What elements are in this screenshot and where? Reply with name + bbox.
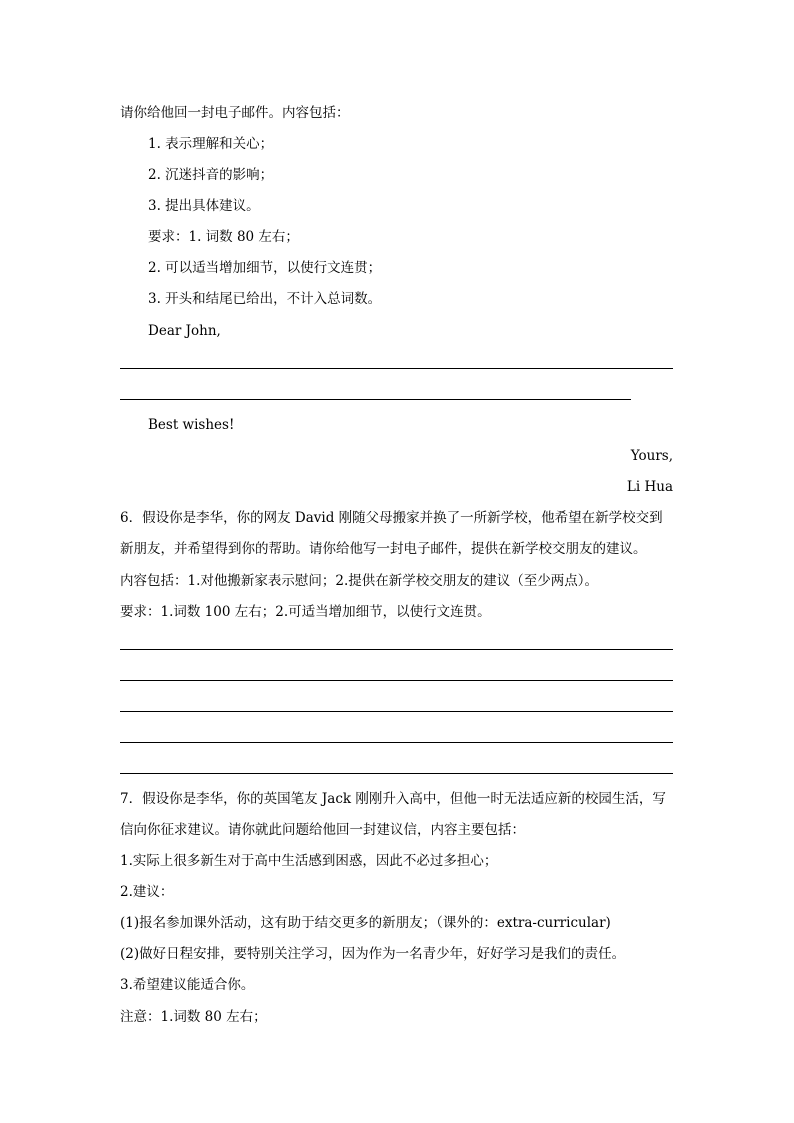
q5-greeting: Dear John, [148, 323, 221, 339]
q5-reply-prompt: 请你给他回一封电子邮件。内容包括： [120, 105, 350, 121]
q5-item-2: 2. 沉迷抖音的影响； [148, 167, 274, 183]
q7-line-5: (1)报名参加课外活动，这有助于结交更多的新朋友；（课外的：extra-curricular) [120, 915, 611, 931]
q6-line-1: 6．假设你是李华，你的网友 David 刚随父母搬家并换了一所新学校，他希望在新学校交到 [120, 510, 663, 526]
q6-line-2: 新朋友，并希望得到你的帮助。请你给他写一封电子邮件，提供在新学校交朋友的建议。 [120, 541, 647, 557]
q5-sign-name: Li Hua [626, 479, 673, 495]
answer-line [120, 742, 673, 743]
q5-requirement-1: 要求：1. 词数 80 左右； [148, 229, 299, 245]
q7-line-7: 3.希望建议能适合你。 [120, 977, 255, 993]
q7-line-8: 注意：1.词数 80 左右； [120, 1009, 267, 1025]
q7-line-2: 信向你征求建议。请你就此问题给他回一封建议信，内容主要包括： [120, 822, 525, 838]
answer-line [120, 368, 673, 369]
q7-line-1: 7．假设你是李华，你的英国笔友 Jack 刚刚升入高中，但他一时无法适应新的校园生活，写 [120, 791, 666, 807]
answer-line [120, 773, 673, 774]
answer-line [120, 711, 673, 712]
q5-requirement-3: 3. 开头和结尾已给出，不计入总词数。 [148, 291, 382, 307]
answer-line [120, 399, 631, 400]
answer-line [120, 649, 673, 650]
q7-line-6: (2)做好日程安排，要特别关注学习，因为作为一名青少年，好好学习是我们的责任。 [120, 946, 626, 962]
q5-requirement-2: 2. 可以适当增加细节，以使行文连贯； [148, 260, 382, 276]
q5-closing: Best wishes! [148, 417, 235, 433]
answer-line [120, 680, 673, 681]
q7-line-3: 1.实际上很多新生对于高中生活感到困惑，因此不必过多担心； [120, 853, 498, 869]
q6-line-3: 内容包括：1.对他搬新家表示慰问；2.提供在新学校交朋友的建议（至少两点）。 [120, 573, 599, 589]
q5-item-1: 1. 表示理解和关心； [148, 136, 274, 152]
q6-line-4: 要求：1.词数 100 左右；2.可适当增加细节，以使行文连贯。 [120, 604, 491, 620]
q5-item-3: 3. 提出具体建议。 [148, 198, 260, 214]
q7-line-4: 2.建议： [120, 884, 174, 900]
q5-sign-yours: Yours, [630, 448, 673, 464]
